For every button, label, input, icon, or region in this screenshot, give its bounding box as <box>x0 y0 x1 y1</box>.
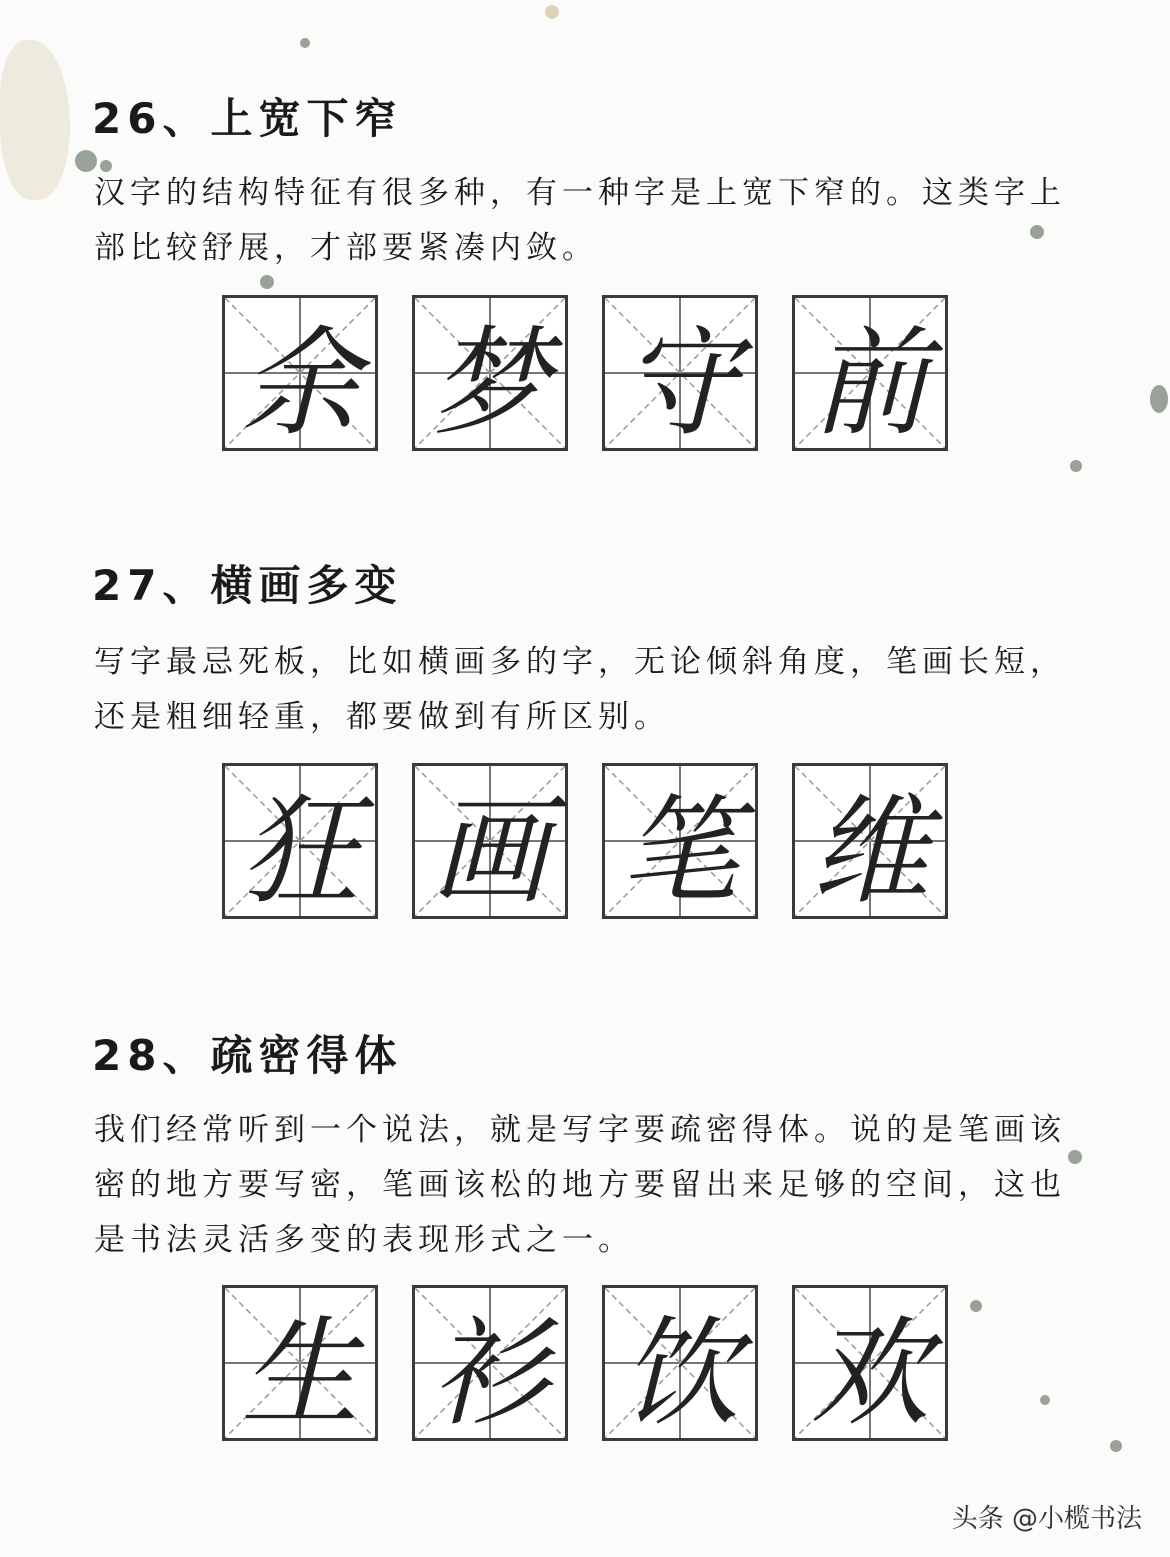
section-body: 写字最忌死板，比如横画多的字，无论倾斜角度，笔画长短，还是粗细轻重，都要做到有所区别。 <box>94 644 1066 735</box>
char-box <box>412 763 568 919</box>
calligraphy-char: 梦 <box>430 314 549 452</box>
calligraphy-char: 笔 <box>620 782 739 920</box>
calligraphy-char: 生 <box>240 1304 359 1442</box>
watermark: 头条 @小榄书法 <box>951 1504 1142 1534</box>
calligraphy-char: 前 <box>810 314 929 452</box>
char-box <box>222 1285 378 1441</box>
char-grid-row <box>222 1285 948 1441</box>
calligraphy-char: 欢 <box>810 1304 929 1442</box>
calligraphy-char: 维 <box>810 782 929 920</box>
char-box <box>602 763 758 919</box>
calligraphy-char: 饮 <box>620 1304 739 1442</box>
section-heading: 26、上宽下窄 <box>92 94 403 143</box>
calligraphy-char: 狂 <box>240 782 359 920</box>
char-box <box>412 295 568 451</box>
calligraphy-char: 衫 <box>430 1304 549 1442</box>
char-box <box>222 763 378 919</box>
char-box <box>602 1285 758 1441</box>
section-body: 我们经常听到一个说法，就是写字要疏密得体。说的是笔画该密的地方要写密，笔画该松的地方要留出来足够的空间，这也是书法灵活多变的表现形式之一。 <box>94 1112 1066 1258</box>
char-box <box>792 1285 948 1441</box>
calligraphy-char: 守 <box>620 314 739 452</box>
char-box <box>222 295 378 451</box>
char-box <box>792 295 948 451</box>
char-box <box>792 763 948 919</box>
char-grid-row <box>222 295 948 451</box>
section-body: 汉字的结构特征有很多种，有一种字是上宽下窄的。这类字上部比较舒展，才部要紧凑内敛。 <box>94 175 1066 266</box>
section-heading: 27、横画多变 <box>92 561 403 610</box>
char-grid-row <box>222 763 948 919</box>
char-box <box>412 1285 568 1441</box>
section-heading: 28、疏密得体 <box>92 1031 403 1080</box>
calligraphy-char: 余 <box>240 314 359 452</box>
char-box <box>602 295 758 451</box>
calligraphy-char: 画 <box>430 782 549 920</box>
